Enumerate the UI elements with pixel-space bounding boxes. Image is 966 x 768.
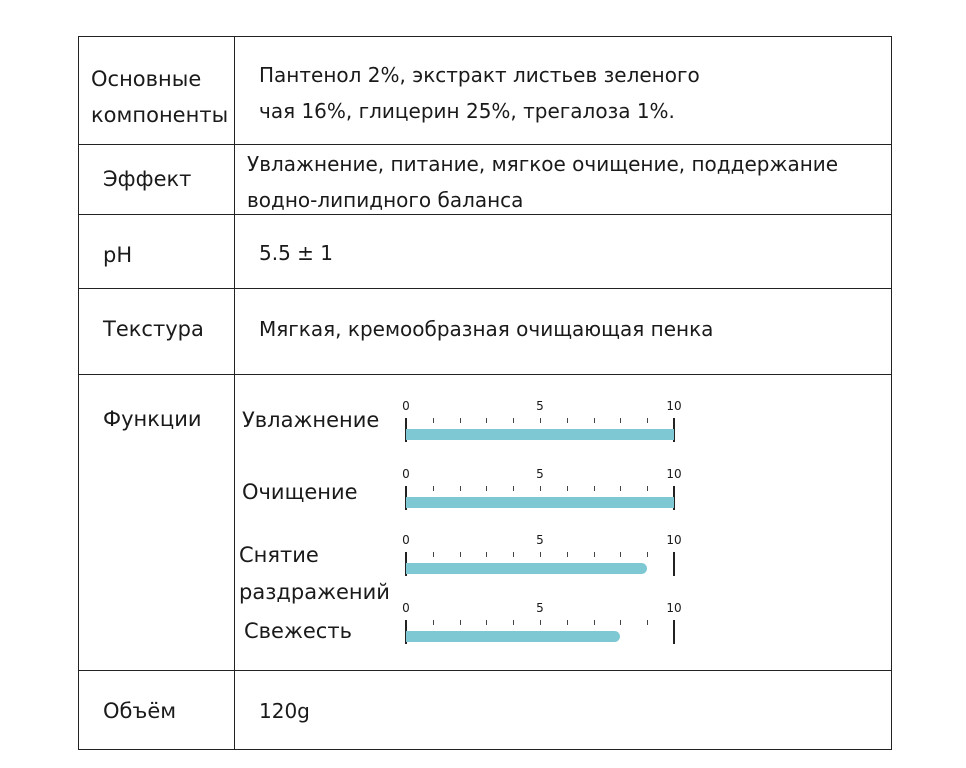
scale-minor-tick — [513, 486, 514, 491]
scale-axis-end — [673, 552, 675, 576]
scale-minor-tick — [433, 552, 434, 557]
function-scale — [402, 467, 682, 518]
effect-value-line1: Увлажнение, питание, мягкое очищение, поддержание — [247, 152, 839, 176]
scale-minor-tick — [594, 552, 595, 557]
scale-tick-label: 5 — [536, 467, 544, 481]
effect-value-line2: водно-липидного баланса — [247, 188, 524, 212]
scale-minor-tick — [620, 486, 621, 491]
scale-tick-label: 0 — [402, 399, 410, 413]
scale-minor-tick — [567, 486, 568, 491]
function-scale — [402, 601, 682, 652]
scale-tick-label: 5 — [536, 399, 544, 413]
scale-minor-tick — [540, 418, 541, 423]
scale-tick-label: 10 — [666, 467, 682, 481]
function-level-bar — [406, 563, 647, 574]
scale-minor-tick — [620, 552, 621, 557]
scale-minor-tick — [540, 552, 541, 557]
scale-tick-label: 0 — [402, 467, 410, 481]
scale-minor-tick — [486, 620, 487, 625]
scale-minor-tick — [594, 620, 595, 625]
scale-minor-tick — [540, 486, 541, 491]
scale-minor-tick — [433, 486, 434, 491]
scale-minor-tick — [460, 620, 461, 625]
function-name-freshness: Свежесть — [244, 619, 352, 643]
function-level-bar — [406, 497, 674, 508]
texture-label: Текстура — [103, 317, 204, 341]
row-divider — [79, 288, 891, 289]
texture-value: Мягкая, кремообразная очищающая пенка — [259, 317, 714, 341]
function-name-soothing-line2: раздражений — [239, 580, 390, 604]
components-label-line2: компоненты — [91, 103, 229, 127]
components-value-line1: Пантенол 2%, экстракт листьев зеленого — [259, 63, 700, 87]
scale-minor-tick — [567, 418, 568, 423]
scale-minor-tick — [486, 552, 487, 557]
scale-tick-label: 5 — [536, 601, 544, 615]
scale-minor-tick — [513, 620, 514, 625]
function-level-bar — [406, 429, 674, 440]
scale-minor-tick — [620, 418, 621, 423]
scale-minor-tick — [513, 552, 514, 557]
ph-label: pH — [103, 243, 133, 267]
effect-label: Эффект — [103, 167, 192, 191]
scale-minor-tick — [460, 486, 461, 491]
scale-minor-tick — [460, 552, 461, 557]
volume-value: 120g — [259, 699, 310, 723]
scale-minor-tick — [540, 620, 541, 625]
scale-tick-label: 5 — [536, 533, 544, 547]
scale-tick-label: 10 — [666, 601, 682, 615]
row-divider — [79, 670, 891, 671]
components-label-line1: Основные — [91, 67, 202, 91]
scale-axis-end — [673, 620, 675, 644]
scale-minor-tick — [594, 486, 595, 491]
scale-minor-tick — [647, 486, 648, 491]
function-scale — [402, 399, 682, 450]
scale-minor-tick — [513, 418, 514, 423]
volume-label: Объём — [103, 699, 177, 723]
scale-minor-tick — [620, 620, 621, 625]
row-divider — [79, 144, 891, 145]
row-divider — [79, 374, 891, 375]
scale-minor-tick — [486, 486, 487, 491]
product-spec-table — [78, 36, 892, 750]
function-name-soothing-line1: Снятие — [239, 543, 319, 567]
functions-label: Функции — [103, 407, 202, 431]
function-scale — [402, 533, 682, 584]
scale-minor-tick — [486, 418, 487, 423]
scale-minor-tick — [433, 418, 434, 423]
scale-minor-tick — [460, 418, 461, 423]
scale-minor-tick — [567, 552, 568, 557]
scale-tick-label: 10 — [666, 533, 682, 547]
scale-minor-tick — [433, 620, 434, 625]
scale-tick-label: 10 — [666, 399, 682, 413]
function-level-bar — [406, 631, 620, 642]
scale-minor-tick — [647, 552, 648, 557]
scale-tick-label: 0 — [402, 533, 410, 547]
components-value-line2: чая 16%, глицерин 25%, трегалоза 1%. — [259, 99, 675, 123]
scale-tick-label: 0 — [402, 601, 410, 615]
scale-minor-tick — [647, 620, 648, 625]
function-name-cleansing: Очищение — [242, 480, 358, 504]
scale-minor-tick — [594, 418, 595, 423]
scale-minor-tick — [647, 418, 648, 423]
scale-minor-tick — [567, 620, 568, 625]
ph-value: 5.5 ± 1 — [259, 241, 334, 265]
function-name-moisturizing: Увлажнение — [242, 408, 380, 432]
